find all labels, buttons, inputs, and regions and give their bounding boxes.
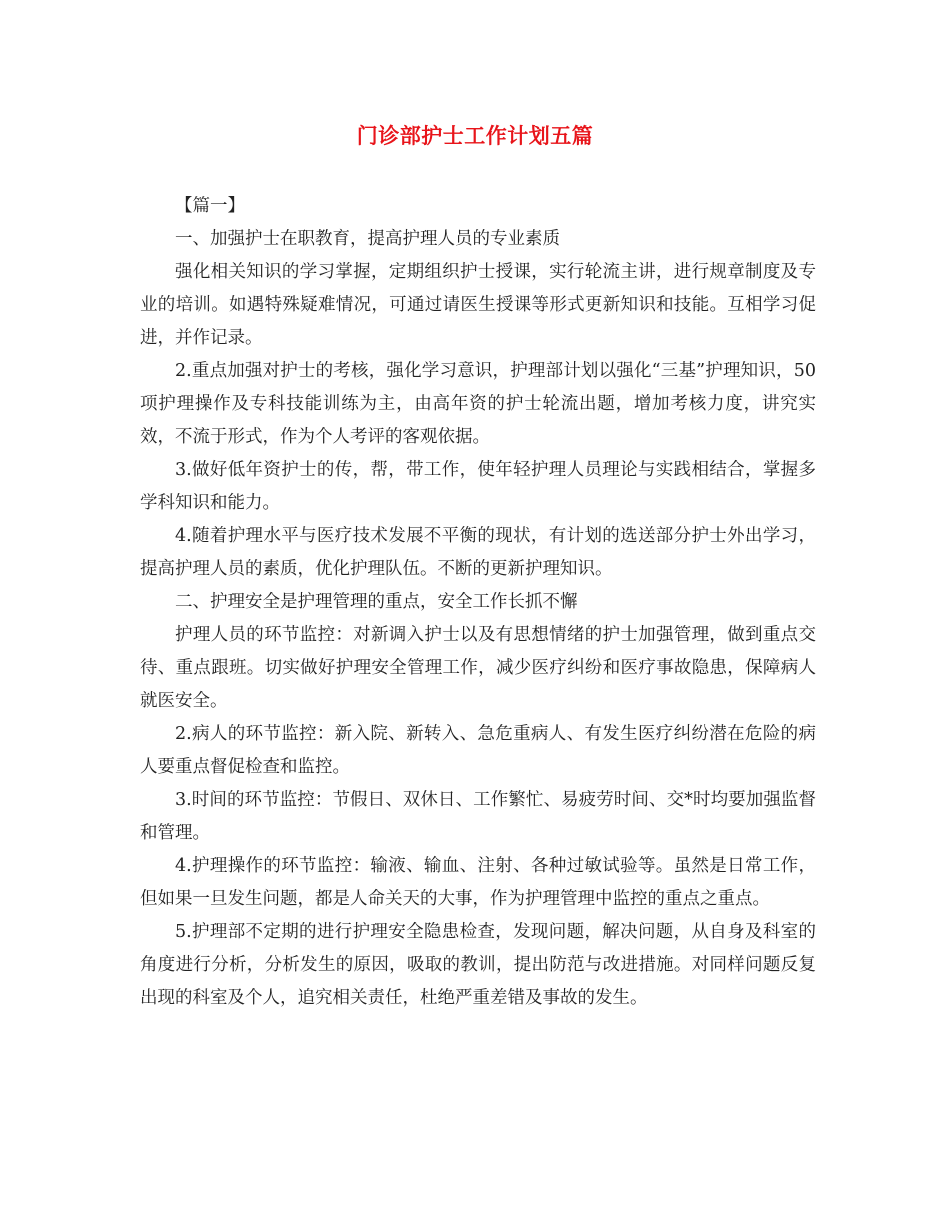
section-heading-education: 一、加强护士在职教育，提高护理人员的专业素质 (175, 229, 560, 249)
section-heading-safety: 二、护理安全是护理管理的重点，安全工作长抓不懈 (175, 592, 578, 612)
body-paragraph: 2.重点加强对护士的考核，强化学习意识，护理部计划以强化“三基”护理知识，50项护理操作及专科技能训练为主，由高年资的护士轮流出题，增加考核力度，讲究实效，不流于形式，作为个人考评的客观依据。 (140, 361, 816, 447)
body-paragraph: 3.时间的环节监控：节假日、双休日、工作繁忙、易疲劳时间、交*时均要加强监督和管理。 (140, 790, 816, 843)
body-paragraph: 护理人员的环节监控：对新调入护士以及有思想情绪的护士加强管理，做到重点交待、重点跟班。切实做好护理安全管理工作，减少医疗纠纷和医疗事故隐患，保障病人就医安全。 (140, 625, 816, 711)
body-paragraph: 4.随着护理水平与医疗技术发展不平衡的现状，有计划的选送部分护士外出学习，提高护理人员的素质，优化护理队伍。不断的更新护理知识。 (140, 526, 816, 579)
body-paragraph: 5.护理部不定期的进行护理安全隐患检查，发现问题，解决问题，从自身及科室的角度进行分析，分析发生的原因，吸取的教训，提出防范与改进措施。对同样问题反复出现的科室及个人，追究相关责任，杜绝严重差错及事故的发生。 (140, 922, 816, 1008)
document-title: 门诊部护士工作计划五篇 (356, 123, 594, 148)
section-heading-part-one: 【篇一】 (175, 196, 245, 216)
body-paragraph: 2.病人的环节监控：新入院、新转入、急危重病人、有发生医疗纠纷潜在危险的病人要重点督促检查和监控。 (140, 724, 816, 777)
body-paragraph: 强化相关知识的学习掌握，定期组织护士授课，实行轮流主讲，进行规章制度及专业的培训。如遇特殊疑难情况，可通过请医生授课等形式更新知识和技能。互相学习促进，并作记录。 (140, 262, 816, 348)
body-paragraph: 4.护理操作的环节监控：输液、输血、注射、各种过敏试验等。虽然是日常工作，但如果一旦发生问题，都是人命关天的大事，作为护理管理中监控的重点之重点。 (140, 856, 816, 909)
document-body (140, 190, 816, 1015)
body-paragraph: 3.做好低年资护士的传，帮，带工作，使年轻护理人员理论与实践相结合，掌握多学科知识和能力。 (140, 460, 816, 513)
